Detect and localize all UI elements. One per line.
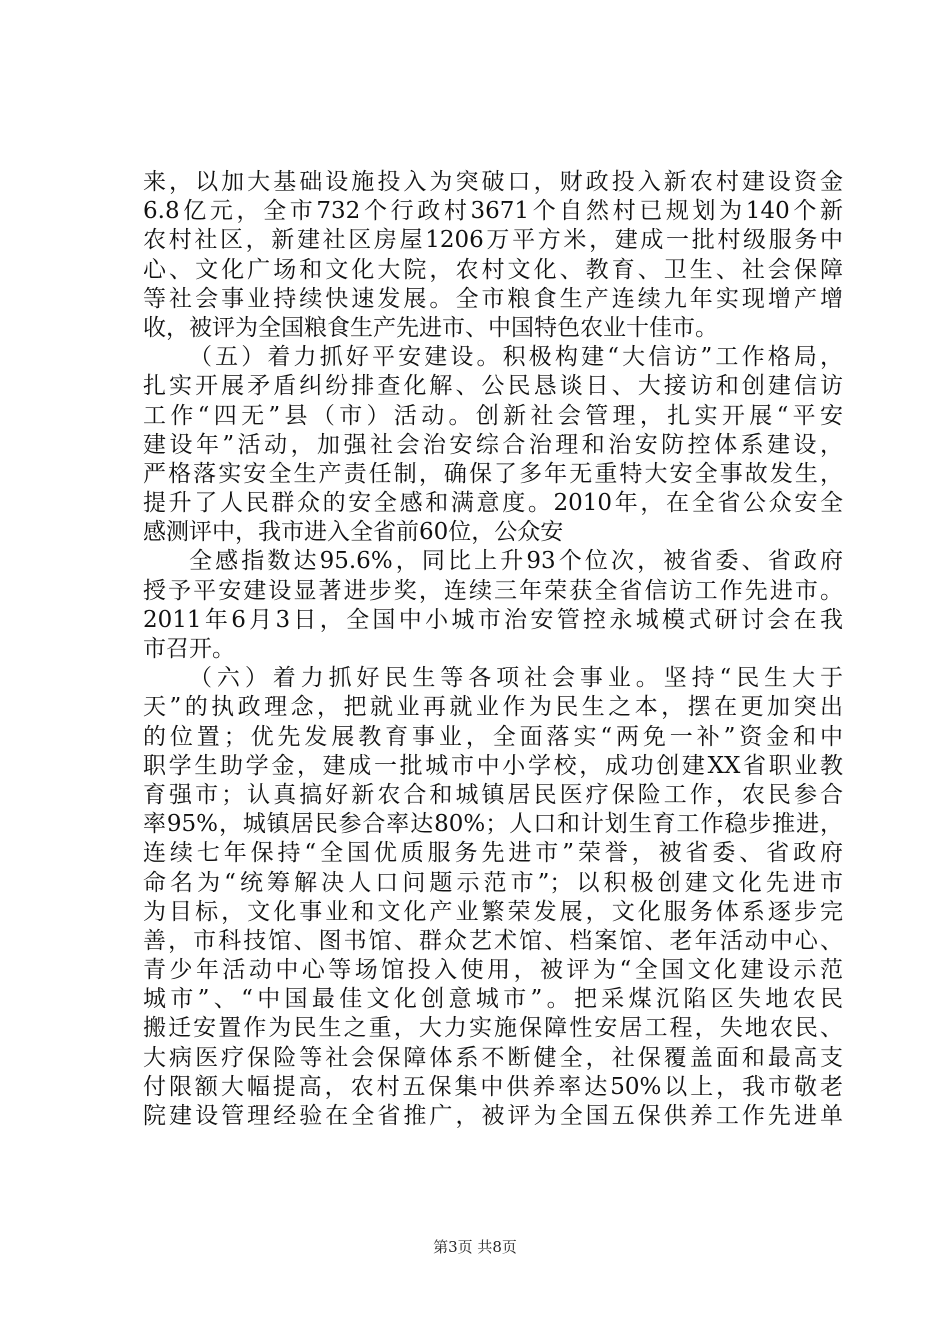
text-line: 市召开。 xyxy=(143,636,235,662)
text-line: 建设年”活动，加强社会治安综合治理和治安防控体系建设， xyxy=(143,431,843,458)
text-line: 心、文化广场和文化大院，农村文化、教育、卫生、社会保障 xyxy=(143,256,843,283)
text-line: 天”的执政理念，把就业再就业作为民生之本，摆在更加突出 xyxy=(143,694,843,721)
text-line: 院建设管理经验在全省推广，被评为全国五保供养工作先进单 xyxy=(143,1103,843,1129)
text-line: 来，以加大基础设施投入为突破口，财政投入新农村建设资金 xyxy=(143,169,843,195)
text-line: （六）着力抓好民生等各项社会事业。坚持“民生大于 xyxy=(189,665,843,692)
document-body xyxy=(143,168,843,1131)
text-line: 等社会事业持续快速发展。全市粮食生产连续九年实现增产增 xyxy=(143,285,843,312)
text-line: 扎实开展矛盾纠纷排查化解、公民恳谈日、大接访和创建信访 xyxy=(143,373,843,400)
text-line: 严格落实安全生产责任制，确保了多年无重特大安全事故发生， xyxy=(143,460,843,487)
text-line: 大病医疗保险等社会保障体系不断健全，社保覆盖面和最高支 xyxy=(143,1044,843,1071)
text-line: 收，被评为全国粮食生产先进市、中国特色农业十佳市。 xyxy=(143,314,718,341)
text-line: 连续七年保持“全国优质服务先进市”荣誉，被省委、省政府 xyxy=(143,840,843,867)
text-line: 命名为“统筹解决人口问题示范市”；以积极创建文化先进市 xyxy=(143,869,843,896)
text-line: 为目标，文化事业和文化产业繁荣发展，文化服务体系逐步完 xyxy=(143,898,843,925)
text-line: 提升了人民群众的安全感和满意度。2010年，在全省公众安全 xyxy=(143,490,843,517)
text-line: 城市”、“中国最佳文化创意城市”。把采煤沉陷区失地农民 xyxy=(143,986,843,1013)
text-line: （五）着力抓好平安建设。积极构建“大信访”工作格局， xyxy=(189,344,843,371)
text-line: 授予平安建设显著进步奖，连续三年荣获全省信访工作先进市。 xyxy=(143,577,843,604)
text-line: 善，市科技馆、图书馆、群众艺术馆、档案馆、老年活动中心、 xyxy=(143,927,843,954)
text-line: 职学生助学金，建成一批城市中小学校，成功创建XX省职业教 xyxy=(143,752,843,779)
text-line: 青少年活动中心等场馆投入使用，被评为“全国文化建设示范 xyxy=(143,957,843,984)
page-number-footer: 第3页 共8页 xyxy=(433,1238,517,1256)
text-line: 的位置；优先发展教育事业，全面落实“两免一补”资金和中 xyxy=(143,723,843,750)
text-line: 付限额大幅提高，农村五保集中供养率达50%以上，我市敬老 xyxy=(143,1073,843,1100)
text-line: 工作“四无”县（市）活动。创新社会管理，扎实开展“平安 xyxy=(143,402,843,429)
text-line: 育强市；认真搞好新农合和城镇居民医疗保险工作，农民参合 xyxy=(143,781,843,808)
text-line: 农村社区，新建社区房屋1206万平方米，建成一批村级服务中 xyxy=(143,227,843,254)
text-line: 感测评中，我市进入全省前60位，公众安 xyxy=(143,519,564,546)
text-line: 2011年6月3日，全国中小城市治安管控永城模式研讨会在我 xyxy=(143,606,843,633)
text-line: 全感指数达95.6%，同比上升93个位次，被省委、省政府 xyxy=(189,548,843,575)
text-line: 6.8亿元，全市732个行政村3671个自然村已规划为140个新 xyxy=(143,198,843,225)
text-line: 搬迁安置作为民生之重，大力实施保障性安居工程，失地农民、 xyxy=(143,1015,843,1042)
text-line: 率95%，城镇居民参合率达80%；人口和计划生育工作稳步推进， xyxy=(143,811,843,838)
